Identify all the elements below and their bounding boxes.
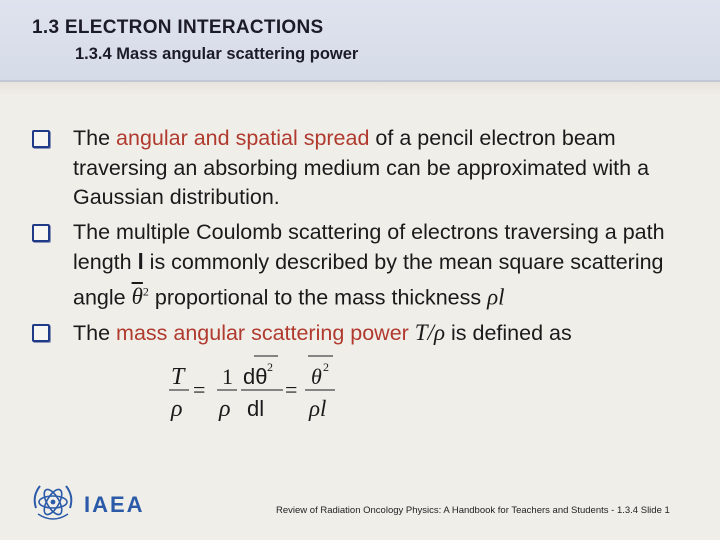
slide-title: 1.3 ELECTRON INTERACTIONS	[32, 17, 324, 38]
bullet-item-2	[30, 218, 710, 313]
formula-rho-l: ρl	[309, 396, 327, 421]
mean-square-angle-symbol	[132, 284, 149, 309]
checkbox-bullet-icon	[32, 224, 50, 242]
formula-one: 1	[222, 364, 233, 389]
bullet-1-text-pre: The	[73, 126, 117, 150]
checkbox-bullet-icon	[32, 130, 50, 148]
header-shadow-band	[0, 82, 720, 96]
bullet-3-text-pre: The	[73, 320, 117, 345]
formula-T: T	[171, 364, 185, 390]
formula-equals-1: =	[193, 377, 206, 402]
iaea-logo-text: IAEA	[84, 492, 145, 517]
bullet-item-1	[30, 124, 710, 213]
bullet-list	[30, 124, 710, 348]
slide-subtitle: 1.3.4 Mass angular scattering power	[75, 45, 359, 63]
formula-rho-2: ρ	[219, 396, 231, 422]
formula-sq-2: 2	[323, 360, 329, 374]
path-length-symbol: l	[137, 249, 144, 274]
formula-dl: dl	[247, 396, 265, 421]
formula-equals-2: =	[285, 377, 298, 402]
slide-header	[0, 0, 720, 82]
bullet-2-text-pre: The multiple Coulomb scattering of electrons traversing a path length	[73, 219, 665, 274]
bullet-1-text-post: of a pencil electron beam traversing an absorbing medium can be approximated with a Gaussian distribution.	[73, 126, 650, 209]
bullet-3-highlight: mass angular scattering power	[116, 320, 409, 345]
square-exponent: 2	[142, 284, 149, 299]
bullet-3-text-post: is defined as	[445, 320, 572, 345]
bullet-2-text-post: proportional to the mass thickness	[148, 285, 488, 310]
footer-citation: Review of Radiation Oncology Physics: A Handbook for Teachers and Students - 1.3.4 Slide 1	[276, 505, 670, 516]
mass-thickness-symbol: ρl	[487, 284, 505, 310]
bullet-2-text-mid: is commonly described by the mean square scattering angle	[73, 250, 664, 310]
formula-sq-1: 2	[267, 360, 273, 374]
scattering-power-symbol: T/ρ	[414, 319, 446, 345]
iaea-logo	[28, 478, 168, 528]
theta-symbol: $\overline{\theta}$	[131, 284, 143, 310]
bullet-item-3	[30, 318, 710, 349]
formula-theta: θ	[311, 364, 322, 389]
formula-d-theta: dθ	[243, 364, 268, 389]
formula-rho: ρ	[171, 396, 183, 422]
scattering-power-formula	[165, 350, 355, 430]
atom-nucleus-icon	[51, 500, 56, 505]
checkbox-bullet-icon	[32, 324, 50, 342]
bullet-1-highlight: angular and spatial spread	[116, 126, 370, 150]
